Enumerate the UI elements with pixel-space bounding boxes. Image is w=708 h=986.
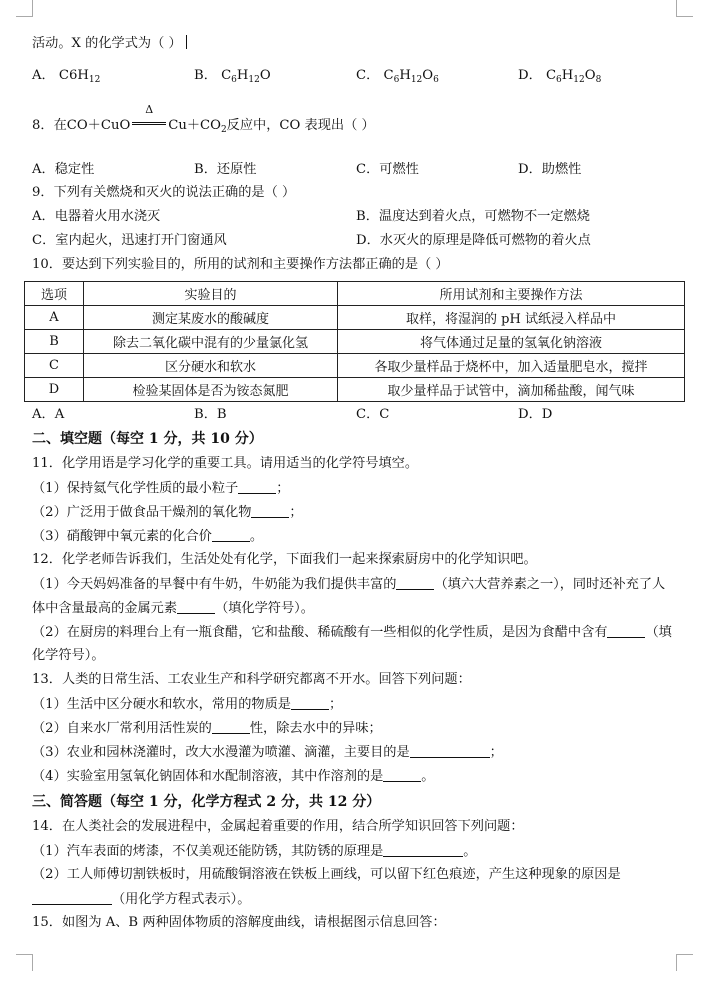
table-cell: 区分硬水和软水: [84, 354, 338, 378]
q14-stem: 14．在人类社会的发展进程中，金属起着重要的作用，结合所学知识回答下列问题：: [32, 819, 524, 834]
q12-part-1-line-2: 体中含量最高的金属元素 （填化学符号）。: [32, 601, 314, 616]
section-2-title: 二、填空题（每空 1 分，共 10 分）: [32, 431, 263, 447]
q13-stem: 13．人类的日常生活、工农业生产和科学研究都离不开水。回答下列问题：: [32, 672, 471, 687]
equals-sign: [132, 122, 166, 125]
formula-subscript: 12: [248, 75, 260, 85]
q7-option-c[interactable]: [356, 67, 439, 85]
table-cell: 取样，将湿润的 pH 试纸浸入样品中: [338, 306, 685, 330]
corner-mark-top-right: [676, 0, 693, 17]
formula-subscript: 6: [231, 75, 237, 85]
formula-subscript: 6: [433, 75, 439, 85]
formula-text: O: [584, 68, 596, 83]
table-row: [25, 330, 685, 354]
table-cell: 取少量样品于试管中，滴加稀盐酸，闻气味: [338, 378, 685, 402]
q7-option-a[interactable]: [32, 67, 100, 85]
table-header-row: [25, 282, 685, 306]
q8-option-a[interactable]: A．稳定性: [32, 162, 95, 177]
q7-option-d[interactable]: [518, 67, 601, 85]
formula-subscript: 12: [410, 75, 423, 85]
table-cell: D: [25, 378, 84, 402]
table-cell: B: [25, 330, 84, 354]
q9-stem: 9．下列有关燃烧和灭火的说法正确的是（ ）: [32, 185, 296, 200]
table-cell: 检验某固体是否为铵态氮肥: [84, 378, 338, 402]
formula-subscript: 8: [595, 75, 602, 85]
q9-option-b[interactable]: B．温度达到着火点，可燃物不一定燃烧: [356, 209, 590, 224]
table-cell: 测定某废水的酸碱度: [84, 306, 338, 330]
table-cell: 将气体通过足量的氢氧化钠溶液: [338, 330, 685, 354]
q13-item-3: （3）农业和园林浇灌时，改大水漫灌为喷灌、滴灌，主要目的是 ；: [32, 745, 503, 760]
q8-option-c[interactable]: C．可燃性: [356, 162, 419, 177]
formula-text: O: [259, 68, 271, 83]
formula-text: C: [383, 68, 394, 83]
q10-option-b[interactable]: B．B: [194, 407, 227, 422]
header-option: 选项: [25, 282, 84, 306]
formula-text: H: [236, 68, 249, 83]
formula-subscript: 12: [88, 75, 101, 85]
q12-part-2-line-1: （2）在厨房的料理台上有一瓶食醋，它和盐酸、稀硫酸有一些相似的化学性质，是因为食醋中含有 （填: [32, 625, 672, 640]
q10-option-d[interactable]: D．D: [518, 407, 553, 422]
option-letter: D．: [518, 68, 546, 83]
q8-option-b[interactable]: B．还原性: [194, 162, 257, 177]
header-purpose: 实验目的: [84, 282, 338, 306]
q7-continuation: 活动。X 的化学式为（ ）: [32, 35, 187, 53]
formula-text: C: [545, 68, 557, 83]
q11-item-1: （1）保持氦气化学性质的最小粒子 ；: [32, 481, 290, 496]
q11-stem: 11．化学用语是学习化学的重要工具。请用适当的化学符号填空。: [32, 456, 419, 471]
q12-part-1-line-1: （1）今天妈妈准备的早餐中有牛奶，牛奶能为我们提供丰富的 （填六大营养素之一），同时还补充了人: [32, 577, 666, 592]
q9-option-d[interactable]: D．水灭火的原理是降低可燃物的着火点: [356, 233, 591, 248]
table-cell: A: [25, 306, 84, 330]
q9-option-c[interactable]: C．室内起火，迅速打开门窗通风: [32, 233, 227, 248]
answer-blank[interactable]: [177, 599, 215, 614]
answer-blank[interactable]: [251, 503, 289, 518]
answer-blank[interactable]: [410, 743, 490, 758]
formula-text: H: [77, 68, 89, 83]
q14-part-2-line-2: （用化学方程式表示）。: [32, 890, 250, 909]
table-cell: 除去二氧化碳中混有的少量氯化氢: [84, 330, 338, 354]
answer-blank[interactable]: [396, 575, 434, 590]
q10-table: [24, 281, 685, 402]
q15-stem: 15．如图为 A、B 两种固体物质的溶解度曲线，请根据图示信息回答：: [32, 915, 446, 930]
option-letter: A．: [32, 68, 59, 83]
formula-text: C: [58, 68, 69, 83]
answer-blank[interactable]: [383, 842, 463, 857]
formula-text: O: [422, 68, 434, 83]
corner-mark-bottom-right: [676, 954, 693, 971]
q8-option-d[interactable]: D．助燃性: [518, 162, 582, 177]
section-3-title: 三、简答题（每空 1 分，化学方程式 2 分，共 12 分）: [32, 794, 381, 810]
table-cell: 各取少量样品于烧杯中，加入适量肥皂水，搅拌: [338, 354, 685, 378]
q14-part-1: （1）汽车表面的烤漆，不仅美观还能防锈，其防锈的原理是 。: [32, 844, 477, 859]
corner-mark-bottom-left: [16, 954, 33, 971]
answer-blank[interactable]: [32, 890, 112, 905]
table-cell: C: [25, 354, 84, 378]
answer-blank[interactable]: [212, 527, 250, 542]
q13-item-1: （1）生活中区分硬水和软水，常用的物质是 ；: [32, 697, 343, 712]
answer-blank[interactable]: [212, 719, 250, 734]
q11-item-3: （3）硝酸钾中氧元素的化合价 。: [32, 529, 264, 544]
q7-option-b[interactable]: [194, 67, 271, 85]
q13-item-4: （4）实验室用氢氧化钠固体和水配制溶液，其中作溶剂的是 。: [32, 769, 435, 784]
q11-item-2: （2）广泛用于做食品干燥剂的氧化物 ；: [32, 505, 303, 520]
table-row: [25, 378, 685, 402]
q10-option-a[interactable]: A．A: [32, 407, 65, 422]
formula-subscript: 6: [393, 75, 400, 85]
text-cursor: [186, 35, 188, 49]
formula-text: C: [221, 68, 232, 83]
q8-stem: 8．在CO＋CuO Δ $Cu+CO_2$反应中，CO 表现出（ ）: [32, 103, 375, 135]
option-letter: C．: [356, 68, 384, 83]
formula-text: H: [399, 68, 411, 83]
formula-text: 6: [69, 68, 78, 83]
formula-text: H: [561, 68, 574, 83]
answer-blank[interactable]: [607, 623, 645, 638]
q12-part-2-line-2: 化学符号）。: [32, 648, 105, 663]
reaction-condition: Δ: [130, 117, 168, 135]
q10-option-c[interactable]: C．C: [356, 407, 390, 422]
answer-blank[interactable]: [383, 767, 421, 782]
option-letter: B．: [194, 68, 222, 83]
answer-blank[interactable]: [238, 479, 276, 494]
header-method: 所用试剂和主要操作方法: [338, 282, 685, 306]
corner-mark-top-left: [16, 0, 33, 17]
q12-stem: 12．化学老师告诉我们，生活处处有化学，下面我们一起来探索厨房中的化学知识吧。: [32, 552, 537, 567]
q10-stem: 10．要达到下列实验目的，所用的试剂和主要操作方法都正确的是（ ）: [32, 257, 449, 272]
q14-part-2-line-1: （2）工人师傅切割铁板时，用硫酸铜溶液在铁板上画线，可以留下红色痕迹，产生这种现象的原因是: [32, 867, 621, 882]
table-row: [25, 354, 685, 378]
q13-item-2: （2）自来水厂常利用活性炭的 性，除去水中的异味；: [32, 721, 382, 736]
formula-subscript: 12: [573, 75, 585, 85]
q9-option-a[interactable]: A．电器着火用水浇灭: [32, 209, 161, 224]
formula-subscript: 6: [556, 75, 562, 85]
table-row: [25, 306, 685, 330]
answer-blank[interactable]: [291, 695, 329, 710]
